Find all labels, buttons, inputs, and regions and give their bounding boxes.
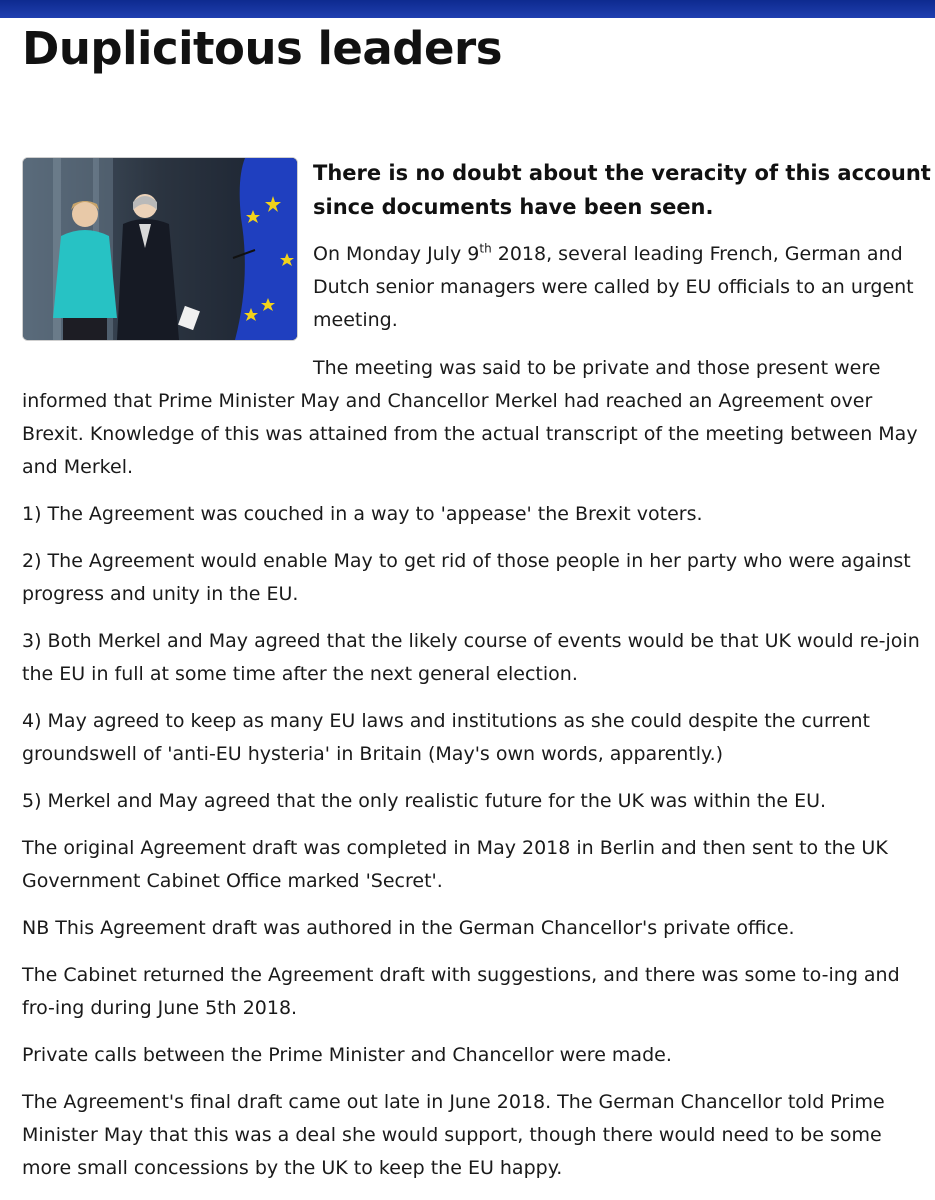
top-banner-bar: [0, 0, 935, 18]
body-paragraph: The original Agreement draft was completed in May 2018 in Berlin and then sent to the UK Government Cabinet Office marked 'Secret'.: [22, 837, 888, 892]
agreement-point: 5) Merkel and May agreed that the only realistic future for the UK was within the EU.: [22, 790, 827, 812]
lead-statement: There is no doubt about the veracity of this account since documents have been seen.: [313, 161, 931, 219]
body-paragraph: The Cabinet returned the Agreement draft with suggestions, and there was some to-ing and fro-ing during June 5th 2018.: [22, 964, 900, 1019]
body-paragraph: The Agreement's final draft came out late in June 2018. The German Chancellor told Prime Minister May that this was a deal she would support, though there would need to be some more small concessions by the UK to keep the EU happy.: [22, 1091, 885, 1179]
intro-text-end: 2018, several leading French, German and Dutch senior managers were called by EU officials to an urgent meeting.: [313, 243, 914, 331]
body-paragraph: Private calls between the Prime Minister and Chancellor were made.: [22, 1044, 672, 1066]
agreement-point: 4) May agreed to keep as many EU laws and institutions as she could despite the current groundswell of 'anti-EU hysteria' in Britain (May's own words, apparently.): [22, 710, 870, 765]
article-body: [22, 352, 927, 1199]
article-title: Duplicitous leaders: [22, 22, 502, 75]
agreement-point: 3) Both Merkel and May agreed that the likely course of events would be that UK would re-join the EU in full at some time after the next general election.: [22, 630, 920, 685]
intro-text-start: On Monday July 9: [313, 243, 480, 265]
leaders-photo-image: [23, 158, 297, 340]
intro-paragraph: [313, 238, 933, 337]
body-paragraph: The meeting was said to be private and those present were informed that Prime Minister May and Chancellor Merkel had reached an Agreement over Brexit. Knowledge of this was attained from the actual transcript of the meeting between May and Merkel.: [22, 357, 918, 478]
article-photo: [22, 157, 298, 341]
agreement-point: 1) The Agreement was couched in a way to 'appease' the Brexit voters.: [22, 503, 703, 525]
date-ordinal-suffix: th: [479, 241, 492, 256]
agreement-point: 2) The Agreement would enable May to get rid of those people in her party who were against progress and unity in the EU.: [22, 550, 911, 605]
body-paragraph: NB This Agreement draft was authored in the German Chancellor's private office.: [22, 917, 795, 939]
